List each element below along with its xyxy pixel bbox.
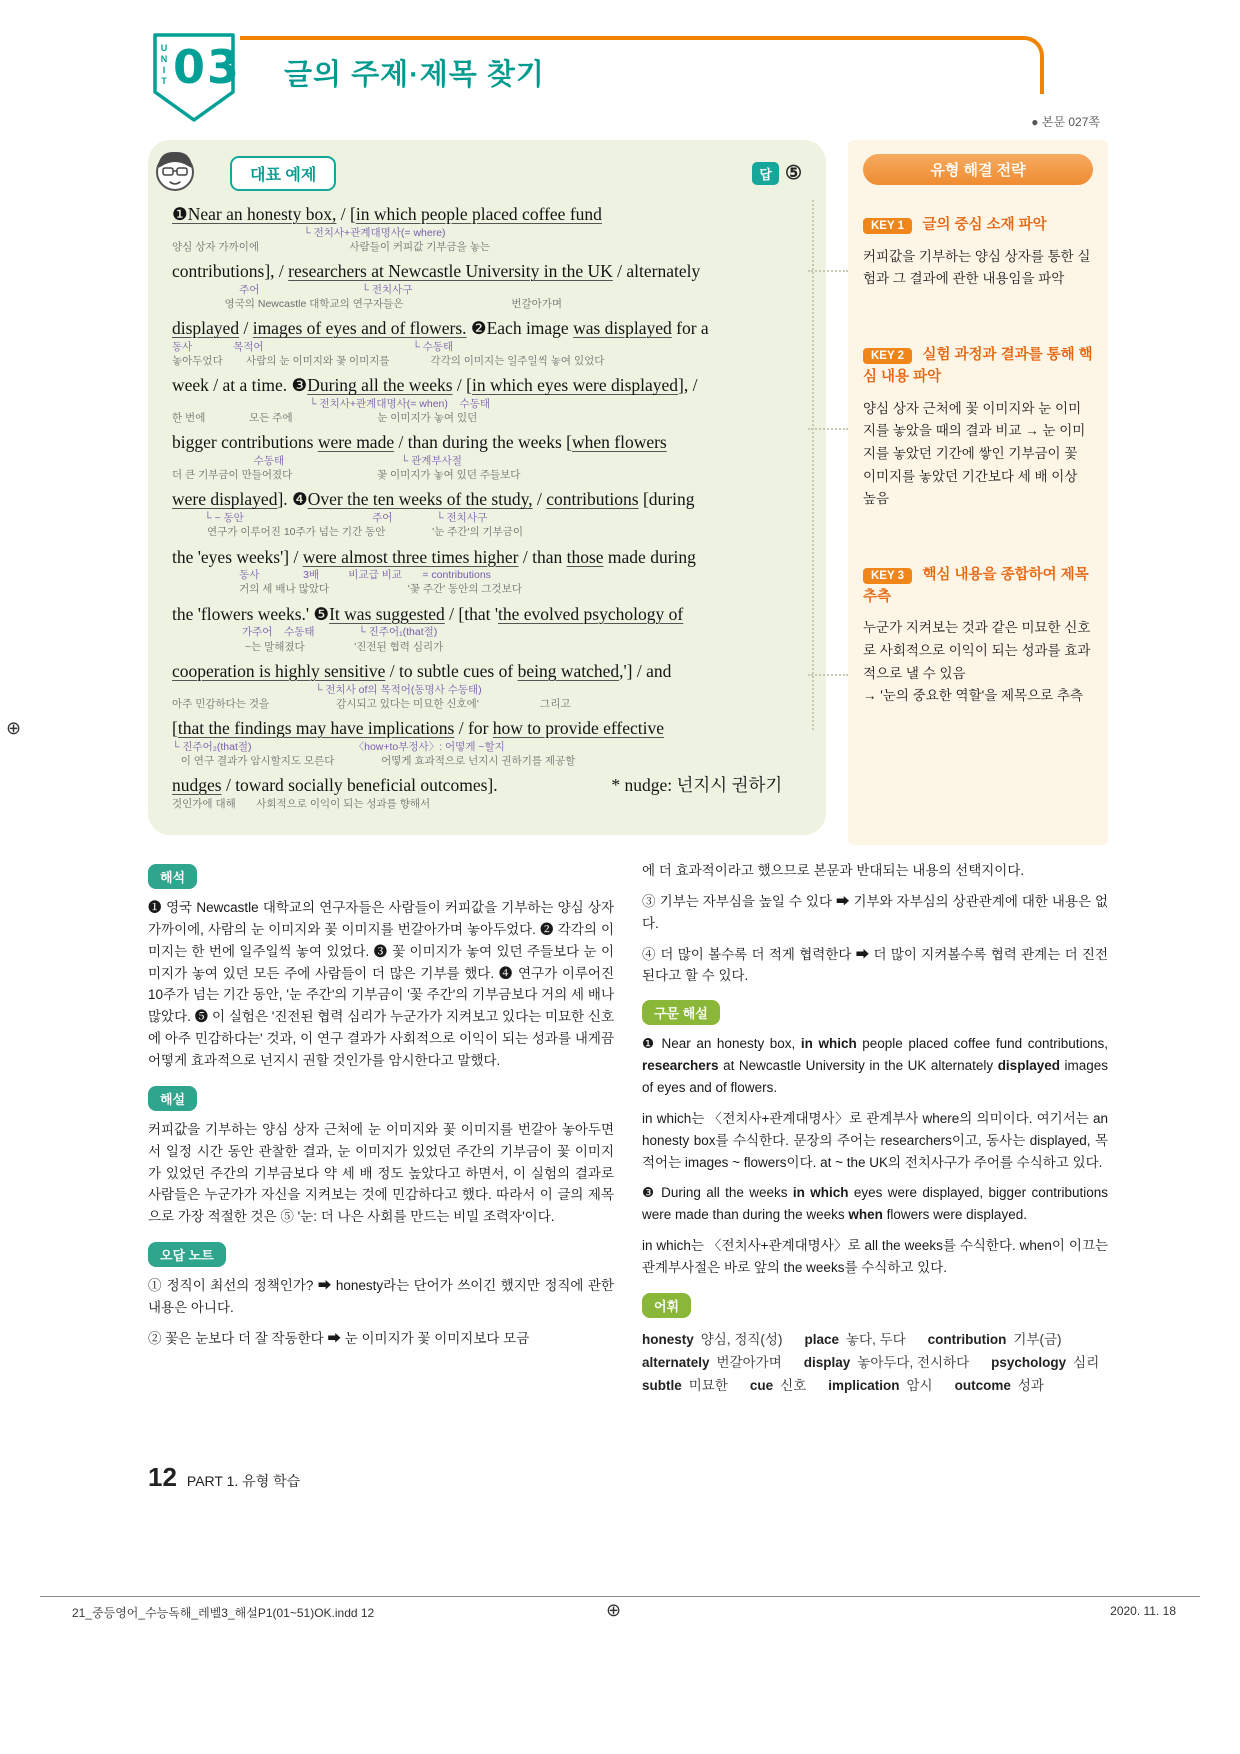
sentence-line: [172, 717, 802, 768]
korean-gloss: 한 번에 모든 주에 눈 이미지가 놓여 있던: [172, 412, 478, 425]
vocab-item: [804, 1351, 969, 1371]
registration-mark-icon: ⊕: [6, 718, 22, 738]
answer-number: ⑤: [784, 163, 802, 184]
right-column: [642, 860, 1108, 1404]
sentence-line: [172, 260, 802, 311]
vocab-word: display: [803, 1354, 851, 1370]
vocab-word: honesty: [642, 1331, 694, 1347]
footer-part-label: PART 1. 유형 학습: [186, 1473, 301, 1489]
korean-gloss: 연구가 이루어진 10주가 넘는 기간 동안 '눈 주간'의 기부금이: [172, 526, 524, 539]
vocab-word: outcome: [954, 1377, 1011, 1393]
sentence-line: [172, 317, 802, 368]
english-text: ❶Near an honesty box, / [in which people placed coffee fund: [172, 204, 602, 224]
vocab-word: subtle: [642, 1377, 682, 1393]
key-heading: 실험 과정과 결과를 통해 핵심 내용 파악: [863, 347, 1093, 385]
english-text: were displayed]. ❹Over the ten weeks of the study, / contributions [during: [172, 489, 695, 510]
korean-gloss: 더 큰 기부금이 만들어졌다 꽃 이미지가 놓여 있던 주들보다: [172, 469, 521, 482]
odap-item: ③ 기부는 자부심을 높일 수 있다 ➡ 기부와 자부심의 상관관계에 대한 내용은 없다.: [642, 893, 1108, 931]
example-panel: [148, 140, 826, 835]
key-badge: KEY 3: [863, 568, 912, 584]
vocab-item: [750, 1374, 806, 1394]
key-body: 커피값을 기부하는 양심 상자를 통한 실험과 그 결과에 관한 내용임을 파악: [863, 248, 1091, 287]
english-text: week / at a time. ❸During all the weeks / [in which eyes were displayed], /: [172, 375, 698, 396]
sentence-line: [172, 546, 802, 597]
grammar-annotation: 동사 목적어 └ 수동태: [172, 340, 454, 353]
vocab-item: [928, 1328, 1062, 1348]
key-badge: KEY 2: [863, 348, 912, 364]
gumun-block: [642, 1182, 1108, 1278]
vocab-meaning: 암시: [906, 1377, 933, 1393]
key-block: [863, 345, 1093, 511]
english-text: nudges / toward socially beneficial outcomes]. * nudge: 넌지시 권하기: [172, 774, 783, 795]
vocab-item: [991, 1351, 1099, 1371]
key-block: [863, 565, 1093, 708]
grammar-annotation: └ 전치사+관계대명사(= where): [172, 226, 446, 239]
english-text: the 'flowers weeks.' ❺It was suggested / [that 'the evolved psychology of: [172, 603, 684, 624]
vocab-meaning: 기부(금): [1013, 1331, 1062, 1347]
gumun-english: ❸ During all the weeks in which eyes were displayed, bigger contributions were made than during the weeks when flowers were displayed.: [642, 1185, 1108, 1223]
vocab-item: [642, 1374, 728, 1394]
haeseok-badge: 해석: [148, 864, 197, 889]
vocab-meaning: 심리: [1073, 1354, 1100, 1370]
vocab-item: [642, 1351, 782, 1371]
vocab-word: alternately: [642, 1354, 710, 1370]
unit-number: 03: [173, 40, 242, 94]
vocab-word: contribution: [927, 1331, 1007, 1347]
annotated-sentences: [172, 203, 802, 811]
page-footer: [148, 1462, 300, 1493]
sentence-line: [172, 431, 802, 482]
grammar-annotation: └ 진주어₂(that절) 〈how+to부정사〉: 어떻게 ~할지: [172, 740, 505, 753]
key-heading: 글의 중심 소재 파악: [922, 217, 1047, 233]
gumun-explanation: in which는 〈전치사+관계대명사〉로 관계부사 where의 의미이다. 여기서는 an honesty box를 수식한다. 문장의 주어는 researchers이고, 동사는 displayed, 목적어는 images ~ flowers이다. at ~ the UK의 전치사구가 주어를 수식하고 있다.: [642, 1110, 1108, 1170]
registration-mark-icon: ⊕: [606, 1600, 622, 1620]
odap-item: 에 더 효과적이라고 했으므로 본문과 반대되는 내용의 선택지이다.: [642, 863, 1025, 878]
key-block: [863, 215, 1093, 291]
korean-gloss: 양심 상자 가까이에 사람들이 커피값 기부금을 놓는: [172, 240, 491, 253]
vocab-meaning: 신호: [780, 1377, 807, 1393]
korean-gloss: 놓아두었다 사람의 눈 이미지와 꽃 이미지를 각각의 이미지는 일주일씩 놓여 있었다: [172, 355, 605, 368]
vocab-meaning: 성과: [1017, 1377, 1044, 1393]
grammar-annotation: 동사 3배 비교급 비교 = contributions: [172, 569, 491, 582]
korean-gloss: 영국의 Newcastle 대학교의 연구자들은 번갈아가며: [172, 298, 563, 311]
print-filename: 21_중등영어_수능독해_레벨3_해설P1(01~51)OK.indd 12: [72, 1606, 375, 1620]
gumun-english: ❶ Near an honesty box, in which people placed coffee fund contributions, researchers at Newcastle University in the UK alternately displayed images of eyes and of flowers.: [642, 1036, 1108, 1096]
gumun-explanation: in which는 〈전치사+관계대명사〉로 all the weeks를 수식한다. when이 이끄는 관계부사절은 바로 앞의 the weeks를 수식하고 있다.: [642, 1238, 1108, 1276]
example-label-badge: 대표 예제: [230, 156, 336, 191]
strategy-panel: [848, 140, 1108, 845]
haeseok-body: ❶ 영국 Newcastle 대학교의 연구자들은 사람들이 커피값을 기부하는 양심 상자 가까이에, 사람의 눈 이미지와 꽃 이미지를 번갈아가며 놓아두었다. ❷ 각각의 이미지는 한 번에 일주일씩 놓여 있었다. ❸ 꽃 이미지가 놓여 있던 주들보다 눈 이미지가 놓여 있던 모든 주에 사람들이 더 많은 기부를 했다. ❹ 연구가 이루어진 10주가 넘는 기간 동안, '눈 주간'의 기부금이 '꽃 주간'의 기부금보다 거의 세 배나 많았다. ❺ 이 실험은 '진전된 협력 심리가 누군가가 지켜보고 있다는 미묘한 신호에 아주 민감하다는' 것과, 이 연구 결과가 사회적으로 이익이 되는 성과를 내게끔 어떻게 효과적으로 넌지시 권할 것인가를 암시한다고 말했다.: [148, 900, 614, 1069]
odap-item: ① 정직이 최선의 정책인가? ➡ honesty라는 단어가 쓰이긴 했지만 정직에 관한 내용은 아니다.: [148, 1278, 614, 1316]
grammar-annotation: 가주어 수동태 └ 진주어₁(that절): [172, 626, 438, 639]
grammar-annotation: 수동태 └ 관계부사절: [172, 455, 462, 468]
odap-items: [148, 1275, 614, 1350]
vocab-meaning: 놓다, 두다: [846, 1331, 906, 1347]
connector-dots-vertical: [812, 200, 814, 730]
vocab-meaning: 미묘한: [688, 1377, 728, 1393]
vocab-item: [955, 1374, 1044, 1394]
unit-header: [148, 30, 1044, 126]
vocab-meaning: 놓아두다, 전시하다: [857, 1354, 970, 1370]
key-badge: KEY 1: [863, 218, 912, 234]
english-text: contributions], / researchers at Newcastle University in the UK / alternately: [172, 261, 701, 282]
key-body: 양심 상자 근처에 꽃 이미지와 눈 이미지를 놓았을 때의 결과 비교 → 눈 이미지를 놓았던 기간에 쌓인 기부금이 꽃 이미지를 놓았던 기간보다 세 배 이상 높음: [863, 400, 1086, 507]
section-haeseol: [148, 1082, 614, 1228]
section-odap: [148, 1238, 614, 1350]
print-date: 2020. 11. 18: [1110, 1604, 1176, 1618]
vocab-item: [804, 1328, 905, 1348]
print-rule: [40, 1596, 1200, 1597]
strategy-title: 유형 해결 전략: [863, 154, 1093, 185]
korean-gloss: 거의 세 배나 많았다 '꽃 주간' 동안의 그것보다: [172, 583, 522, 596]
section-gumun: [642, 996, 1108, 1279]
answer-chip: 답: [752, 162, 779, 185]
english-text: cooperation is highly sensitive / to subtle cues of being watched,'] / and: [172, 660, 672, 681]
vocab-meaning: 번갈아가며: [716, 1354, 782, 1370]
section-vocab: [642, 1289, 1108, 1394]
vocab-meaning: 양심, 정직(성): [700, 1331, 783, 1347]
odap-badge: 오답 노트: [148, 1242, 226, 1267]
example-panel-head: [172, 156, 802, 191]
haeseol-badge: 해설: [148, 1086, 197, 1111]
vocab-item: [828, 1374, 932, 1394]
explanation-area: [148, 860, 1108, 1404]
connector-dots-2: [808, 428, 848, 430]
sentence-line: [172, 374, 802, 425]
gumun-blocks: [642, 1033, 1108, 1279]
vocab-word: cue: [749, 1377, 774, 1393]
vocab-word: psychology: [991, 1354, 1067, 1370]
answer: [752, 162, 802, 185]
sentence-line: [172, 660, 802, 711]
odap-item: ④ 더 많이 볼수록 더 적게 협력한다 ➡ 더 많이 지켜볼수록 협력 관계는 더 진전된다고 할 수 있다.: [642, 946, 1108, 984]
korean-gloss: 이 연구 결과가 암시할지도 모른다 어떻게 효과적으로 넌지시 권하기를 제공할: [172, 754, 576, 767]
vocab-word: implication: [828, 1377, 900, 1393]
left-column: [148, 860, 614, 1404]
gumun-block: [642, 1033, 1108, 1173]
vocab-badge: 어휘: [642, 1293, 691, 1318]
sentence-line: [172, 488, 802, 539]
odap-item: ② 꽃은 눈보다 더 잘 작동한다 ➡ 눈 이미지가 꽃 이미지보다 모금: [148, 1330, 530, 1346]
haeseol-body: 커피값을 기부하는 양심 상자 근처에 눈 이미지와 꽃 이미지를 번갈아 놓아두면서 일정 시간 동안 관찰한 결과, 눈 이미지가 있었던 주간의 기부금이 꽃 이미지가 있었던 주간의 기부금보다 약 세 배 정도 높았다고 하면서, 이 실험의 결과로 사람들은 누군가가 자신을 지켜보는 것에 민감하다고 했다. 따라서 이 글의 제목으로 가장 적절한 것은 ⑤ '눈: 더 나은 사회를 만드는 비밀 조력자'이다.: [148, 1121, 614, 1225]
vocab-word: place: [804, 1331, 839, 1347]
unit-word-label: UNIT: [159, 43, 169, 87]
korean-gloss: 것인가에 대해 사회적으로 이익이 되는 성과를 향해서: [172, 797, 431, 810]
character-icon: [150, 144, 200, 196]
key-heading: 핵심 내용을 종합하여 제목 추측: [863, 566, 1089, 605]
connector-dots-3: [808, 674, 848, 676]
title-rule: [214, 36, 1044, 94]
english-text: displayed / images of eyes and of flowers. ❷Each image was displayed for a: [172, 318, 709, 339]
sentence-line: [172, 203, 802, 254]
vocab-list: [642, 1328, 1108, 1394]
connector-dots-1: [808, 270, 848, 272]
grammar-annotation: 주어 └ 전치사구: [172, 283, 413, 296]
odap-continued: [642, 860, 1108, 987]
page-title: 글의 주제·제목 찾기: [284, 59, 545, 91]
english-text: bigger contributions were made / than during the weeks [when flowers: [172, 432, 667, 453]
footer-page-number: 12: [148, 1462, 177, 1492]
unit-badge: [148, 30, 240, 126]
grammar-annotation: └ ~ 동안 주어 └ 전치사구: [172, 512, 488, 525]
grammar-annotation: └ 전치사 of의 목적어(동명사 수동태): [172, 683, 482, 696]
korean-gloss: ~는 말해졌다 '진전된 협력 심리가: [172, 640, 444, 653]
gumun-badge: 구문 해설: [642, 1000, 720, 1025]
page-ref: ● 본문 027쪽: [1031, 115, 1100, 129]
english-text: [that the findings may have implications / for how to provide effective: [172, 717, 664, 738]
main-area: [148, 140, 1108, 845]
vocab-item: [642, 1328, 782, 1348]
section-haeseok: [148, 860, 614, 1072]
sentence-line: [172, 603, 802, 654]
sentence-line: [172, 774, 802, 811]
korean-gloss: 아주 민감하다는 것을 감시되고 있다는 미묘한 신호에' 그리고: [172, 697, 571, 710]
key-body: 누군가 지켜보는 것과 같은 미묘한 신호로 사회적으로 이익이 되는 성과를 효과적으로 낼 수 있음 → '눈의 중요한 역할'을 제목으로 추측: [863, 620, 1091, 704]
grammar-annotation: └ 전치사+관계대명사(= when) 수동태: [172, 398, 490, 411]
strategy-keys: [863, 215, 1093, 708]
english-text: the 'eyes weeks'] / were almost three times higher / than those made during: [172, 546, 696, 567]
